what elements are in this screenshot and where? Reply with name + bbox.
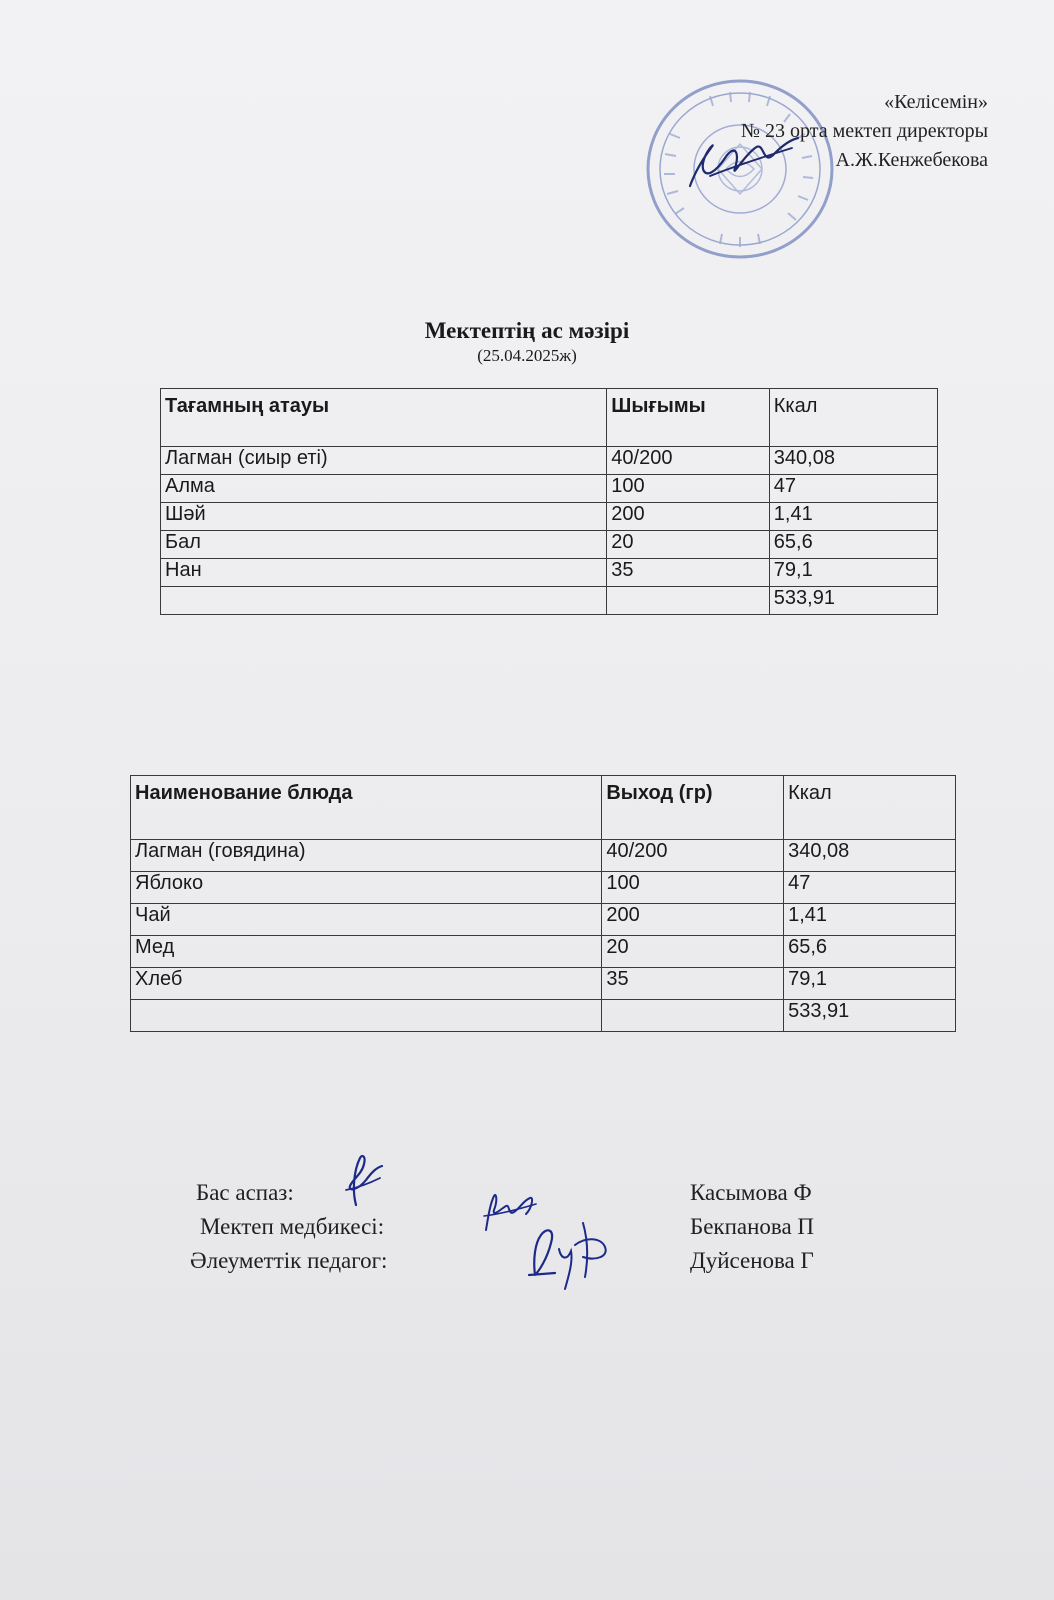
- signer-role: Әлеуметтік педагог:: [190, 1248, 388, 1273]
- table-row: [161, 475, 938, 503]
- table-total-row: [131, 1000, 956, 1032]
- kcal-cell: 1,41: [784, 904, 956, 936]
- approval-block: [741, 88, 988, 175]
- dish-name-cell: Яблоко: [131, 872, 602, 904]
- column-header-dish-name: Тағамның атауы: [161, 389, 607, 447]
- kcal-cell: 65,6: [784, 936, 956, 968]
- menu-table-russian: [130, 775, 956, 1032]
- column-header-kcal: Ккал: [784, 776, 956, 840]
- column-header-kcal: Ккал: [769, 389, 937, 447]
- portion-cell: 200: [607, 503, 770, 531]
- portion-cell: 200: [602, 904, 784, 936]
- kcal-cell: 1,41: [769, 503, 937, 531]
- kcal-cell: 79,1: [784, 968, 956, 1000]
- signer-role: Мектеп медбикесі:: [200, 1214, 385, 1239]
- portion-cell: 100: [602, 872, 784, 904]
- total-empty-cell: [602, 1000, 784, 1032]
- dish-name-cell: Лагман (говядина): [131, 840, 602, 872]
- total-kcal-cell: 533,91: [769, 587, 937, 615]
- table-row: [161, 559, 938, 587]
- head-cook-signature: [338, 1150, 388, 1210]
- table-row: [131, 936, 956, 968]
- table-row: [131, 904, 956, 936]
- kcal-cell: 79,1: [769, 559, 937, 587]
- signer-name: Дуйсенова Г: [690, 1248, 814, 1273]
- table-row: [161, 447, 938, 475]
- total-empty-cell: [131, 1000, 602, 1032]
- portion-cell: 20: [602, 936, 784, 968]
- approval-director-name: А.Ж.Кенжебекова: [835, 149, 988, 171]
- column-header-portion: Шығымы: [607, 389, 770, 447]
- column-header-dish-name: Наименование блюда: [131, 776, 602, 840]
- table-row: [131, 840, 956, 872]
- kcal-cell: 47: [784, 872, 956, 904]
- table-row: [161, 531, 938, 559]
- dish-name-cell: Лагман (сиыр еті): [161, 447, 607, 475]
- total-empty-cell: [607, 587, 770, 615]
- signer-role: Бас аспаз:: [196, 1180, 294, 1205]
- page-title: Мектептің ас мәзірі: [424, 318, 630, 343]
- dish-name-cell: Алма: [161, 475, 607, 503]
- table-row: [161, 503, 938, 531]
- approval-position: № 23 орта мектеп директоры: [740, 120, 988, 142]
- dish-name-cell: Мед: [131, 936, 602, 968]
- dish-name-cell: Нан: [161, 559, 607, 587]
- menu-date: (25.04.2025ж): [477, 346, 577, 365]
- total-kcal-cell: 533,91: [784, 1000, 956, 1032]
- kcal-cell: 65,6: [769, 531, 937, 559]
- dish-name-cell: Хлеб: [131, 968, 602, 1000]
- portion-cell: 40/200: [607, 447, 770, 475]
- signer-name: Касымова Ф: [690, 1180, 812, 1205]
- approval-heading: «Келісемін»: [884, 91, 988, 113]
- dish-name-cell: Шәй: [161, 503, 607, 531]
- menu-table-kazakh: [160, 388, 938, 615]
- kcal-cell: 340,08: [769, 447, 937, 475]
- social-pedagogue-signature: [525, 1215, 615, 1295]
- table-header-row: [161, 389, 938, 447]
- table-row: [131, 872, 956, 904]
- kcal-cell: 340,08: [784, 840, 956, 872]
- table-header-row: [131, 776, 956, 840]
- portion-cell: 20: [607, 531, 770, 559]
- total-empty-cell: [161, 587, 607, 615]
- kcal-cell: 47: [769, 475, 937, 503]
- signer-name: Бекпанова П: [690, 1214, 815, 1239]
- portion-cell: 35: [607, 559, 770, 587]
- dish-name-cell: Бал: [161, 531, 607, 559]
- portion-cell: 100: [607, 475, 770, 503]
- portion-cell: 40/200: [602, 840, 784, 872]
- portion-cell: 35: [602, 968, 784, 1000]
- table-row: [131, 968, 956, 1000]
- dish-name-cell: Чай: [131, 904, 602, 936]
- table-total-row: [161, 587, 938, 615]
- column-header-portion: Выход (гр): [602, 776, 784, 840]
